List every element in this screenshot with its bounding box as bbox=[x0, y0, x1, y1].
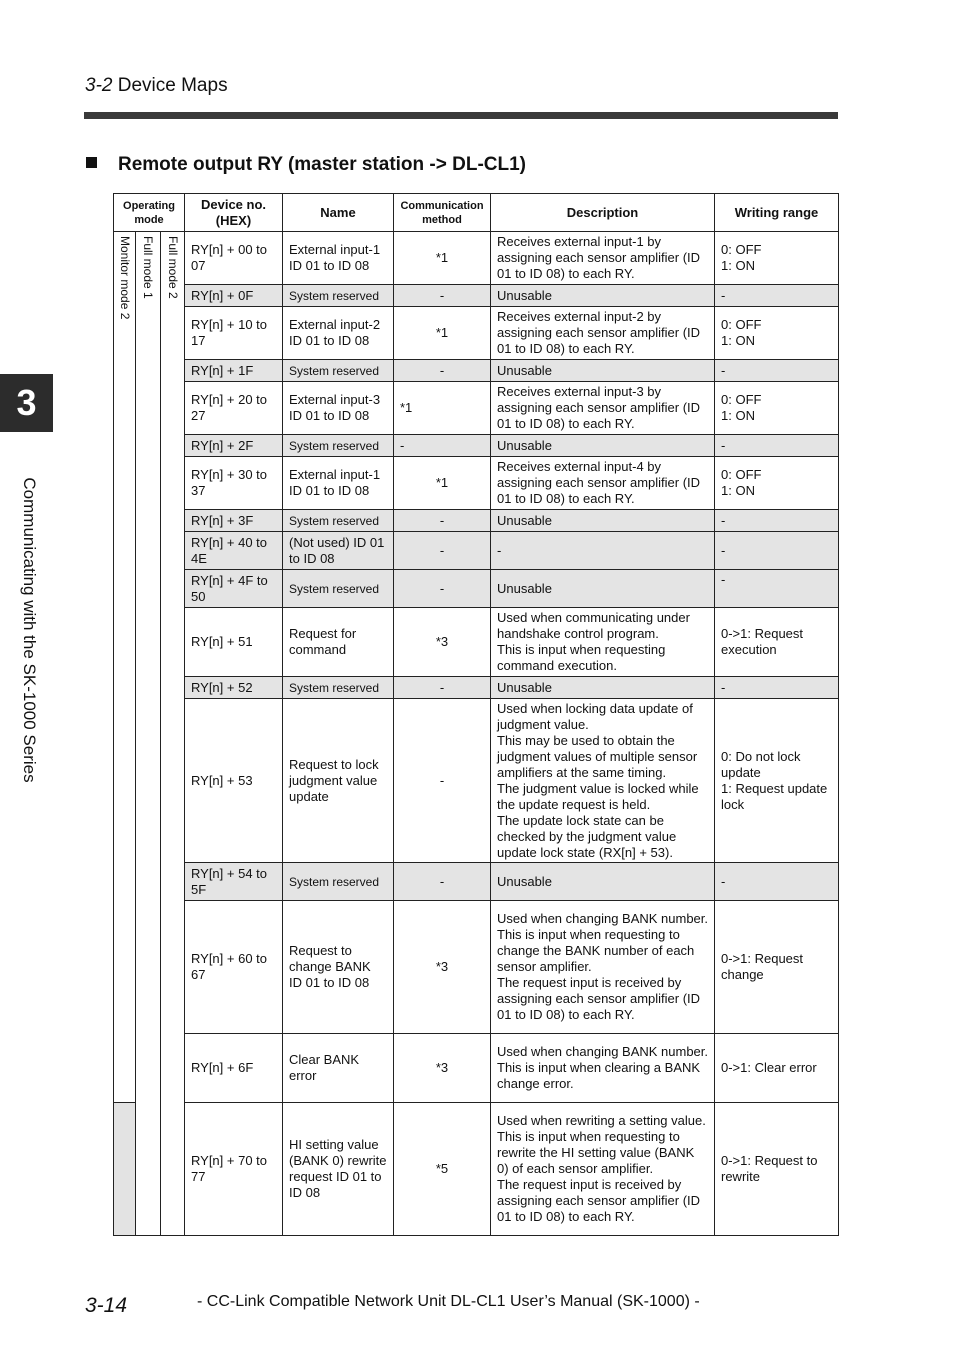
device-cell: RY[n] + 30 to 37 bbox=[185, 457, 283, 510]
header-device: Device no. (HEX) bbox=[185, 194, 283, 232]
device-cell: RY[n] + 1F bbox=[185, 360, 283, 382]
range-cell: 0->1: Request to rewrite bbox=[715, 1103, 839, 1236]
table-row bbox=[114, 699, 839, 863]
chapter-side-label-text: Communicating with the SK-1000 Series bbox=[20, 477, 39, 783]
range-cell: 0: OFF 1: ON bbox=[715, 307, 839, 360]
device-cell: RY[n] + 52 bbox=[185, 677, 283, 699]
device-cell: RY[n] + 60 to 67 bbox=[185, 901, 283, 1034]
range-cell: - bbox=[715, 435, 839, 457]
description-cell: Unusable bbox=[491, 570, 715, 608]
name-cell: External input-3 ID 01 to ID 08 bbox=[283, 382, 394, 435]
section-title bbox=[86, 154, 526, 176]
range-cell: 0: OFF 1: ON bbox=[715, 232, 839, 285]
method-cell: - bbox=[394, 677, 491, 699]
name-cell: External input-1 ID 01 to ID 08 bbox=[283, 457, 394, 510]
description-cell: Used when communicating under handshake control program. This is input when requesting command execution. bbox=[491, 608, 715, 677]
name-cell: Clear BANK error bbox=[283, 1034, 394, 1103]
page-number: 3-14 bbox=[85, 1294, 128, 1317]
method-cell: - bbox=[394, 285, 491, 307]
description-cell: Unusable bbox=[491, 360, 715, 382]
device-cell: RY[n] + 6F bbox=[185, 1034, 283, 1103]
range-cell: - bbox=[715, 863, 839, 901]
header-rule bbox=[84, 112, 838, 119]
name-cell: HI setting value (BANK 0) rewrite request ID 01 to ID 08 bbox=[283, 1103, 394, 1236]
range-cell: 0->1: Clear error bbox=[715, 1034, 839, 1103]
device-cell: RY[n] + 20 to 27 bbox=[185, 382, 283, 435]
device-cell: RY[n] + 2F bbox=[185, 435, 283, 457]
device-cell: RY[n] + 54 to 5F bbox=[185, 863, 283, 901]
description-cell: Receives external input-4 by assigning each sensor amplifier (ID 01 to ID 08) to each RY. bbox=[491, 457, 715, 510]
range-cell: - bbox=[715, 570, 839, 608]
method-cell: *3 bbox=[394, 901, 491, 1034]
range-cell: - bbox=[715, 510, 839, 532]
device-cell: RY[n] + 4F to 50 bbox=[185, 570, 283, 608]
table-row bbox=[114, 360, 839, 382]
name-cell: External input-1 ID 01 to ID 08 bbox=[283, 232, 394, 285]
description-cell: Receives external input-2 by assigning each sensor amplifier (ID 01 to ID 08) to each RY. bbox=[491, 307, 715, 360]
section-number: 3-2 bbox=[85, 75, 113, 96]
name-cell: External input-2 ID 01 to ID 08 bbox=[283, 307, 394, 360]
header-description: Description bbox=[491, 194, 715, 232]
mode-unsupported-cell bbox=[114, 1103, 136, 1236]
description-cell: Unusable bbox=[491, 863, 715, 901]
mode-full-mode-1 bbox=[136, 232, 161, 1236]
chapter-tab: 3 bbox=[0, 374, 53, 432]
header-mode: Operating mode bbox=[114, 194, 185, 232]
mode-label: Full mode 2 bbox=[165, 236, 180, 299]
description-cell: Used when rewriting a setting value. This is input when requesting to rewrite the HI setting value (BANK 0) of each sensor amplifier. The request input is received by assigning each sensor amplifier (ID 01 to ID 08) to each RY. bbox=[491, 1103, 715, 1236]
mode-label: Monitor mode 2 bbox=[117, 236, 132, 320]
table-row bbox=[114, 1034, 839, 1103]
range-cell: - bbox=[715, 532, 839, 570]
device-cell: RY[n] + 70 to 77 bbox=[185, 1103, 283, 1236]
name-cell: (Not used) ID 01 to ID 08 bbox=[283, 532, 394, 570]
description-cell: Unusable bbox=[491, 677, 715, 699]
remote-output-table bbox=[113, 193, 839, 1236]
table-header-row bbox=[114, 194, 839, 232]
method-cell: *1 bbox=[394, 382, 491, 435]
section-title-text: Remote output RY (master station -> DL-CL1) bbox=[118, 154, 526, 175]
device-cell: RY[n] + 51 bbox=[185, 608, 283, 677]
range-cell: - bbox=[715, 677, 839, 699]
table-row bbox=[114, 532, 839, 570]
table-row bbox=[114, 435, 839, 457]
device-cell: RY[n] + 53 bbox=[185, 699, 283, 863]
header-method: Communication method bbox=[394, 194, 491, 232]
method-cell: *1 bbox=[394, 232, 491, 285]
method-cell: - bbox=[394, 532, 491, 570]
table-row bbox=[114, 382, 839, 435]
device-cell: RY[n] + 40 to 4E bbox=[185, 532, 283, 570]
device-cell: RY[n] + 10 to 17 bbox=[185, 307, 283, 360]
method-cell: - bbox=[394, 570, 491, 608]
method-cell: *5 bbox=[394, 1103, 491, 1236]
description-cell: Unusable bbox=[491, 510, 715, 532]
header-range: Writing range bbox=[715, 194, 839, 232]
name-cell: Request to lock judgment value update bbox=[283, 699, 394, 863]
range-cell: 0: OFF 1: ON bbox=[715, 457, 839, 510]
mode-label: Full mode 1 bbox=[141, 236, 155, 299]
description-cell: Used when locking data update of judgment value. This may be used to obtain the judgment values of multiple sensor amplifiers at the same timing. The judgment value is locked while the update request is held. The update lock state can be checked by the judgment value update lock state (RX[n] + 53). bbox=[491, 699, 715, 863]
range-cell: 0: Do not lock update 1: Request update lock bbox=[715, 699, 839, 863]
description-cell: Receives external input-1 by assigning each sensor amplifier (ID 01 to ID 08) to each RY. bbox=[491, 232, 715, 285]
method-cell: *3 bbox=[394, 1034, 491, 1103]
range-cell: 0: OFF 1: ON bbox=[715, 382, 839, 435]
name-cell: Request for command bbox=[283, 608, 394, 677]
method-cell: - bbox=[394, 863, 491, 901]
method-cell: - bbox=[394, 360, 491, 382]
mode-monitor-mode-2 bbox=[114, 232, 136, 1103]
description-cell: Receives external input-3 by assigning each sensor amplifier (ID 01 to ID 08) to each RY. bbox=[491, 382, 715, 435]
table-row bbox=[114, 1103, 839, 1236]
range-cell: 0->1: Request execution bbox=[715, 608, 839, 677]
range-cell: - bbox=[715, 360, 839, 382]
name-cell: System reserved bbox=[283, 435, 394, 457]
method-cell: - bbox=[394, 435, 491, 457]
name-cell: System reserved bbox=[283, 570, 394, 608]
range-cell: 0->1: Request change bbox=[715, 901, 839, 1034]
table-row bbox=[114, 510, 839, 532]
name-cell: System reserved bbox=[283, 360, 394, 382]
table-row bbox=[114, 232, 839, 285]
method-cell: *1 bbox=[394, 307, 491, 360]
description-cell: - bbox=[491, 532, 715, 570]
description-cell: Used when changing BANK number. This is input when clearing a BANK change error. bbox=[491, 1034, 715, 1103]
method-cell: - bbox=[394, 510, 491, 532]
name-cell: System reserved bbox=[283, 863, 394, 901]
table-row bbox=[114, 608, 839, 677]
table-row bbox=[114, 677, 839, 699]
table-row bbox=[114, 457, 839, 510]
manual-title: - CC-Link Compatible Network Unit DL-CL1 User’s Manual (SK-1000) - bbox=[197, 1293, 700, 1310]
table-row bbox=[114, 863, 839, 901]
table-row bbox=[114, 307, 839, 360]
name-cell: System reserved bbox=[283, 677, 394, 699]
method-cell: *1 bbox=[394, 457, 491, 510]
description-cell: Unusable bbox=[491, 285, 715, 307]
description-cell: Unusable bbox=[491, 435, 715, 457]
table-row bbox=[114, 570, 839, 608]
section-name: Device Maps bbox=[117, 75, 228, 96]
header-name: Name bbox=[283, 194, 394, 232]
range-cell: - bbox=[715, 285, 839, 307]
device-cell: RY[n] + 00 to 07 bbox=[185, 232, 283, 285]
description-cell: Used when changing BANK number. This is input when requesting to change the BANK number of each sensor amplifier. The request input is received by assigning each sensor amplifier (ID 01 to ID 08) to each RY. bbox=[491, 901, 715, 1034]
device-cell: RY[n] + 3F bbox=[185, 510, 283, 532]
name-cell: System reserved bbox=[283, 510, 394, 532]
name-cell: System reserved bbox=[283, 285, 394, 307]
table-row bbox=[114, 285, 839, 307]
square-bullet-icon bbox=[86, 157, 97, 168]
device-cell: RY[n] + 0F bbox=[185, 285, 283, 307]
method-cell: *3 bbox=[394, 608, 491, 677]
mode-full-mode-2 bbox=[161, 232, 185, 1236]
table-row bbox=[114, 901, 839, 1034]
name-cell: Request to change BANK ID 01 to ID 08 bbox=[283, 901, 394, 1034]
page-header bbox=[85, 75, 228, 97]
method-cell: - bbox=[394, 699, 491, 863]
